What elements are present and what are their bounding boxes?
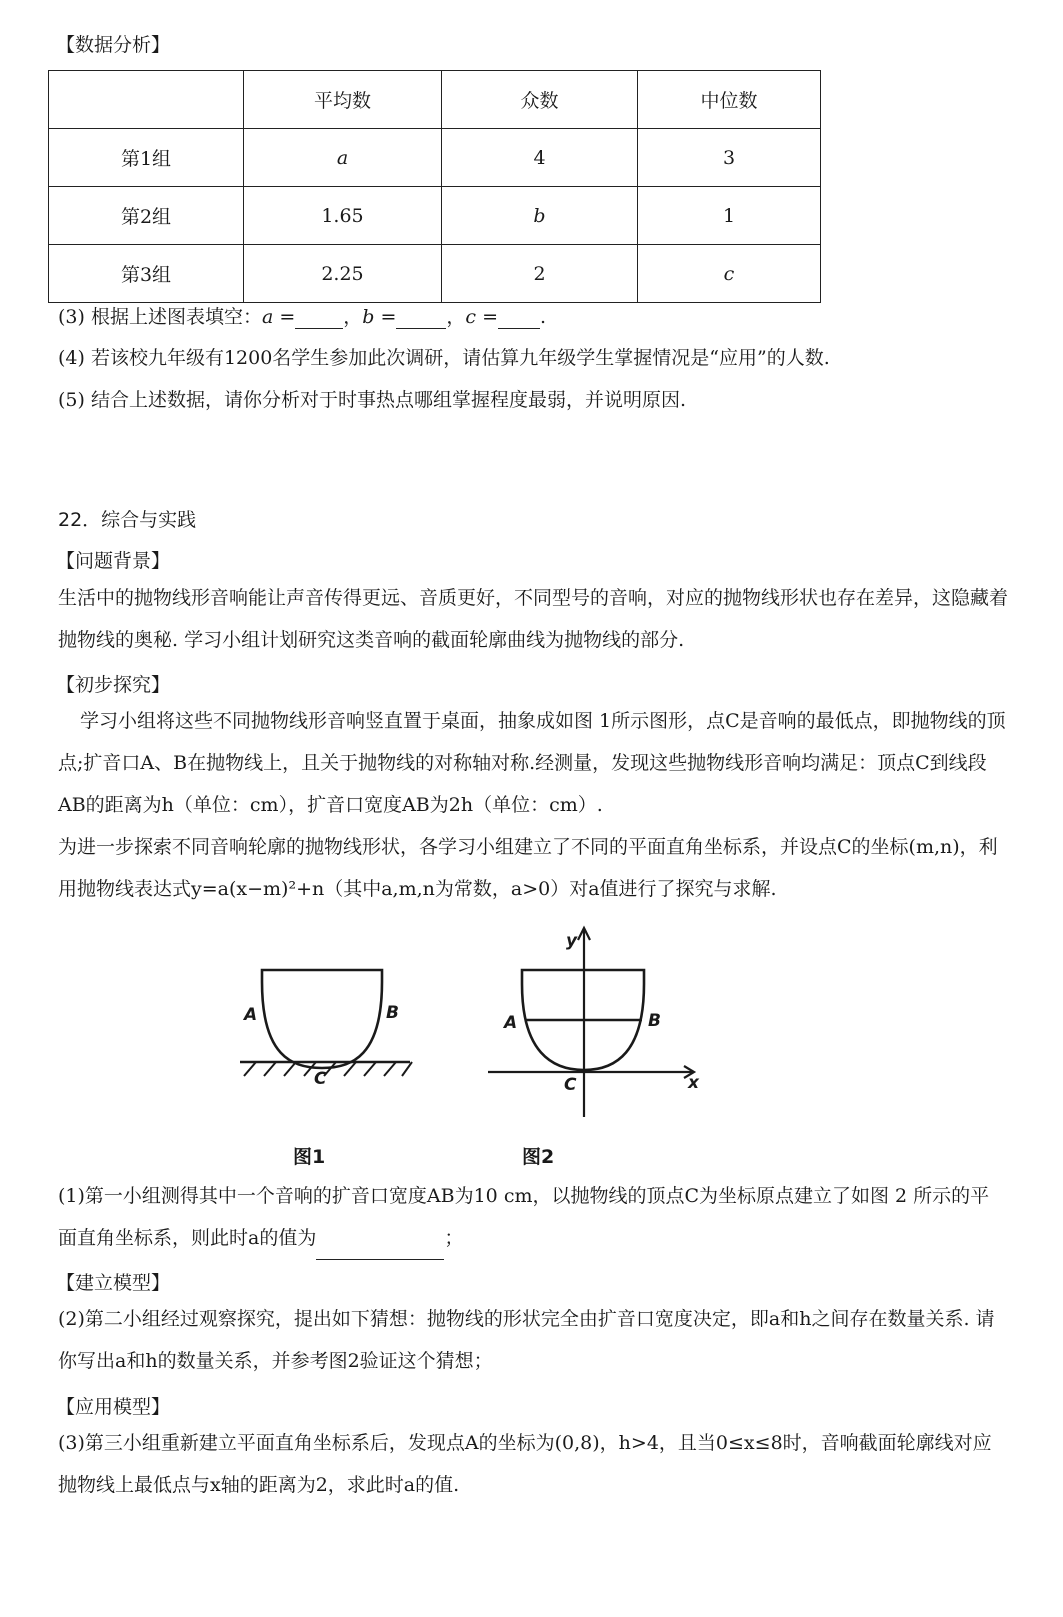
figure-2-label-x: x: [688, 1073, 699, 1093]
section-heading-explore: 【初步探究】: [56, 674, 171, 696]
figure-2: [484, 922, 714, 1122]
figure-2-label-a: A: [504, 1013, 518, 1033]
figure-1-label-c: C: [314, 1069, 327, 1089]
blank-a[interactable]: [295, 306, 343, 329]
table-cell: 2: [442, 245, 638, 303]
table-cell: 4: [442, 129, 638, 187]
blank-b[interactable]: [396, 306, 446, 329]
table-header-cell: [49, 71, 244, 129]
figure-1-drawing: [240, 970, 412, 1076]
answer-blank[interactable]: [316, 1217, 444, 1260]
blank-c-label: c =: [465, 306, 499, 328]
question-22-3: (3)第三小组重新建立平面直角坐标系后，发现点A的坐标为(0,8)，h>4，且当0≤x≤8时，音响截面轮廓线对应抛物线上最低点与x轴的距离为2，求此时a的值.: [58, 1432, 992, 1496]
figure-2-label-y: y: [566, 931, 578, 951]
table-row: [49, 187, 821, 245]
question-3-prefix: (3) 根据上述图表填空：: [58, 306, 262, 328]
background-paragraph: 生活中的抛物线形音响能让声音传得更远、音质更好，不同型号的音响，对应的抛物线形状也存在差异，这隐藏着抛物线的奥秘. 学习小组计划研究这类音响的截面轮廓曲线为抛物线的部分.: [58, 587, 1009, 651]
question-5: (5) 结合上述数据，请你分析对于时事热点哪组掌握程度最弱，并说明原因.: [58, 389, 686, 411]
blank-a-label: a =: [261, 306, 296, 328]
figure-1-caption: 图1: [293, 1146, 326, 1168]
figure-1: [230, 958, 430, 1093]
table-header-cell: 平均数: [244, 71, 442, 129]
explore-paragraph-1: 学习小组将这些不同抛物线形音响竖直置于桌面，抽象成如图 1所示图形，点C是音响的最低点，即抛物线的顶点;扩音口A、B在抛物线上，且关于抛物线的对称轴对称.经测量，发现这些抛物线形音响均满足：顶点C到线段AB的距离为h（单位：cm），扩音口宽度AB为2h（单位：cm）.: [58, 710, 1006, 816]
table-cell: 2.25: [244, 245, 442, 303]
question-22-2: (2)第二小组经过观察探究，提出如下猜想：抛物线的形状完全由扩音口宽度决定，即a和h之间存在数量关系. 请你写出a和h的数量关系，并参考图2验证这个猜想；: [58, 1308, 995, 1372]
table-cell: 第1组: [49, 129, 244, 187]
table-cell: 第2组: [49, 187, 244, 245]
section-heading-apply: 【应用模型】: [56, 1396, 171, 1418]
table-row: [49, 245, 821, 303]
figure-1-label-b: B: [386, 1003, 399, 1023]
question-3-fill-in: [58, 302, 546, 329]
section-heading-background: 【问题背景】: [56, 550, 171, 572]
question-22-1-text: (1)第一小组测得其中一个音响的扩音口宽度AB为10 cm，以抛物线的顶点C为坐标原点建立了如图 2 所示的平面直角坐标系，则此时a的值为: [58, 1185, 990, 1249]
figure-2-drawing: [488, 928, 694, 1117]
question-3-end: .: [540, 306, 547, 328]
table-cell: b: [442, 187, 638, 245]
table-header-cell: 中位数: [638, 71, 821, 129]
table-header-cell: 众数: [442, 71, 638, 129]
table-header-row: [49, 71, 821, 129]
table-cell: 1: [638, 187, 821, 245]
blank-c[interactable]: [498, 306, 540, 329]
question-4: (4) 若该校九年级有1200名学生参加此次调研，请估算九年级学生掌握情况是“应用”的人数.: [58, 347, 830, 369]
question-22-1-end: ；: [444, 1227, 464, 1249]
table-row: [49, 129, 821, 187]
table-cell: 1.65: [244, 187, 442, 245]
blank-b-label: b =: [362, 306, 397, 328]
figure-1-label-a: A: [244, 1005, 258, 1025]
table-cell: a: [244, 129, 442, 187]
separator: ，: [343, 306, 363, 328]
table-cell: c: [638, 245, 821, 303]
table-cell: 3: [638, 129, 821, 187]
explore-paragraph-2: 为进一步探索不同音响轮廓的抛物线形状，各学习小组建立了不同的平面直角坐标系，并设点C的坐标(m,n)，利用抛物线表达式y=a(x−m)²+n（其中a,m,n为常数，a>0）对a值进行了探究与求解.: [58, 836, 998, 900]
table-cell: 第3组: [49, 245, 244, 303]
section-heading-data-analysis: 【数据分析】: [56, 34, 171, 56]
section-heading-model: 【建立模型】: [56, 1272, 171, 1294]
separator: ，: [446, 306, 466, 328]
figure-2-caption: 图2: [522, 1146, 555, 1168]
problem-22-title: 22．综合与实践: [58, 509, 197, 531]
figure-2-label-b: B: [648, 1011, 661, 1031]
data-table: [48, 70, 821, 303]
question-22-1: [58, 1175, 1008, 1260]
figure-2-label-c: C: [564, 1075, 577, 1095]
